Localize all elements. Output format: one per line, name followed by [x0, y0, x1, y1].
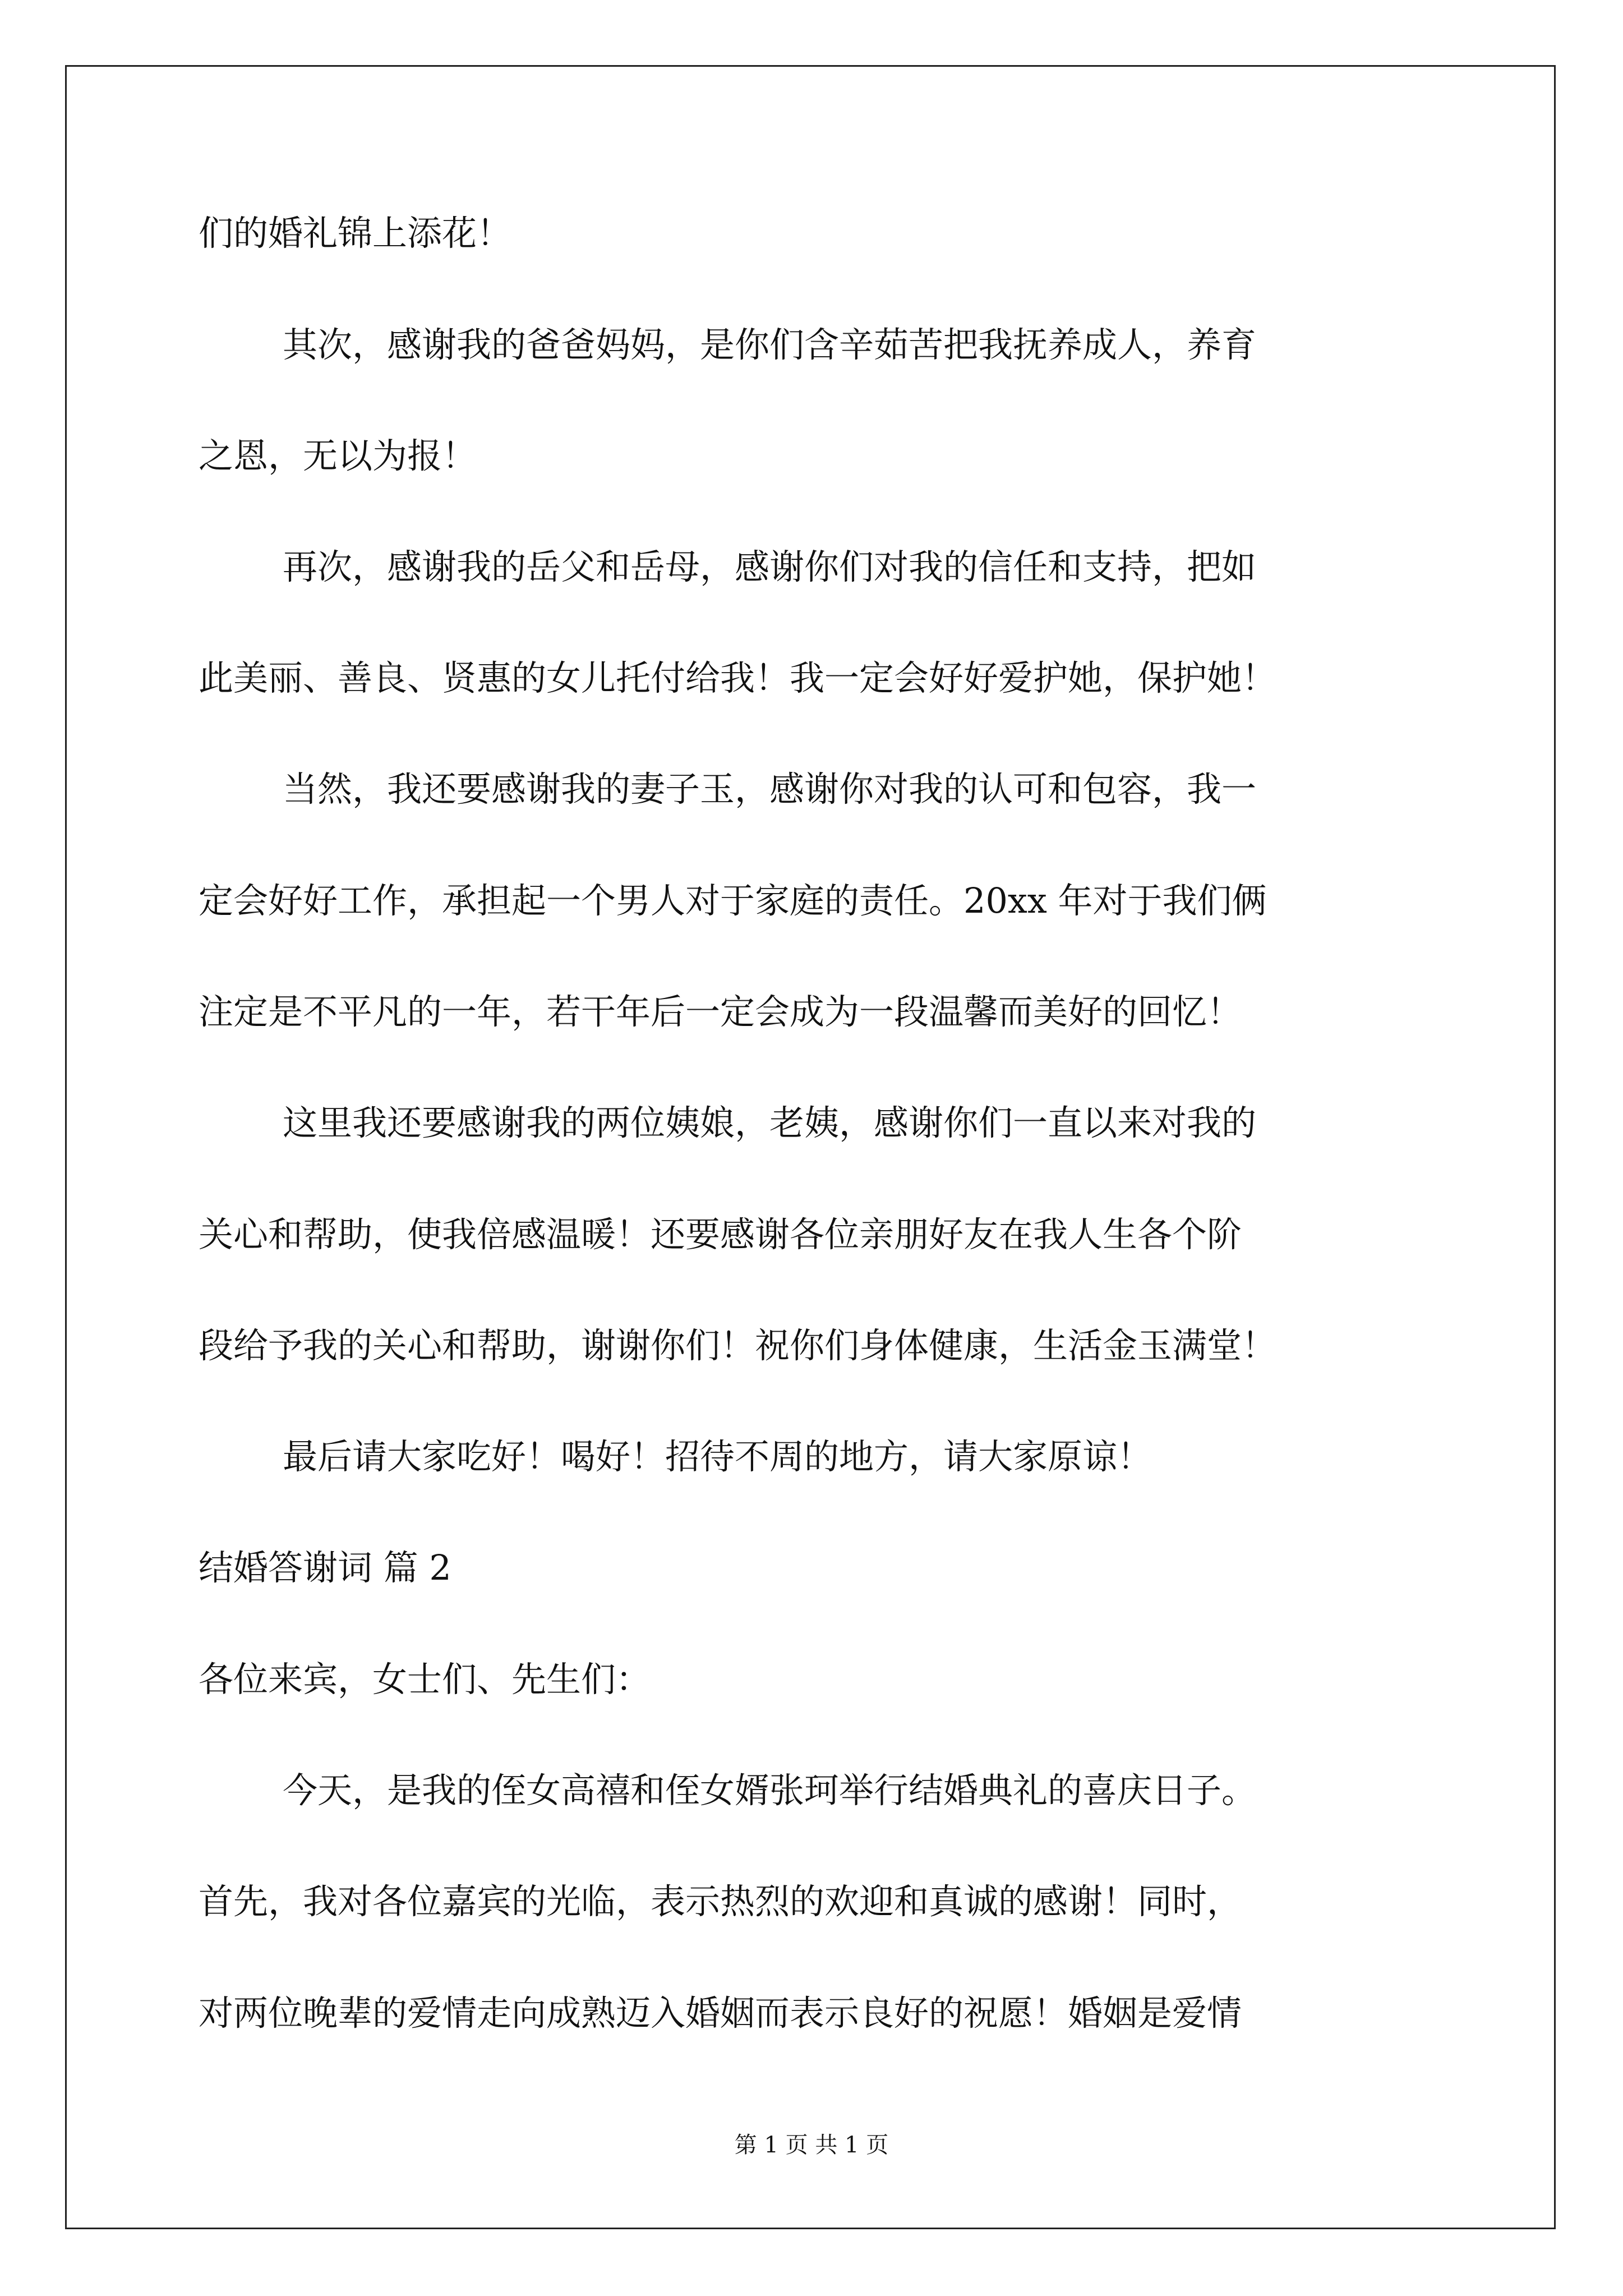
- text-line-6: 当然，我还要感谢我的妻子玉，感谢你对我的认可和包容，我一: [283, 769, 1257, 809]
- text-line-1: 们的婚礼锦上添花！: [199, 213, 512, 254]
- text-line-17: 对两位晚辈的爱情走向成熟迈入婚姻而表示良好的祝愿！婚姻是爱情: [199, 1993, 1242, 2033]
- text-line-10: 关心和帮助，使我倍感温暖！还要感谢各位亲朋好友在我人生各个阶: [199, 1214, 1242, 1255]
- text-line-9: 这里我还要感谢我的两位姨娘，老姨，感谢你们一直以来对我的: [283, 1102, 1257, 1143]
- text-line-12: 最后请大家吃好！喝好！招待不周的地方，请大家原谅！: [283, 1436, 1152, 1477]
- text-line-2: 其次，感谢我的爸爸妈妈，是你们含辛茹苦把我抚养成人，养育: [283, 324, 1257, 365]
- text-line-5: 此美丽、善良、贤惠的女儿托付给我！我一定会好好爱护她，保护她！: [199, 657, 1277, 698]
- text-line-3: 之恩，无以为报！: [199, 435, 477, 476]
- text-line-16: 首先，我对各位嘉宾的光临，表示热烈的欢迎和真诚的感谢！同时，: [199, 1881, 1242, 1922]
- section-heading: 结婚答谢词 篇 2: [199, 1547, 451, 1588]
- salutation: 各位来宾，女士们、先生们：: [199, 1659, 651, 1700]
- text-line-4: 再次，感谢我的岳父和岳母，感谢你们对我的信任和支持，把如: [283, 546, 1257, 587]
- text-line-15: 今天，是我的侄女高禧和侄女婿张珂举行结婚典礼的喜庆日子。: [283, 1770, 1257, 1811]
- text-line-8: 注定是不平凡的一年，若干年后一定会成为一段温馨而美好的回忆！: [199, 991, 1242, 1032]
- page-footer: 第 1 页 共 1 页: [734, 2132, 889, 2158]
- text-line-7: 定会好好工作，承担起一个男人对于家庭的责任。20xx 年对于我们俩: [199, 880, 1267, 921]
- text-line-11: 段给予我的关心和帮助，谢谢你们！祝你们身体健康，生活金玉满堂！: [199, 1325, 1277, 1366]
